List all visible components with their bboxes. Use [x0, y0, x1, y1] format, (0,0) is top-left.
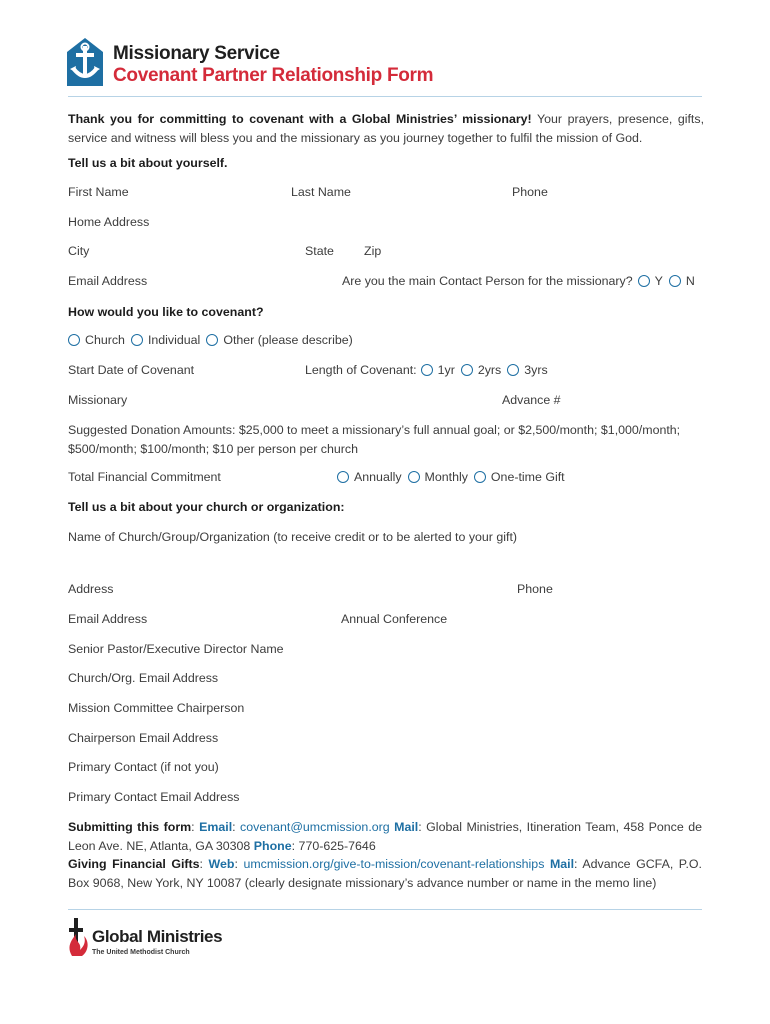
- covenant-email-link[interactable]: covenant@umcmission.org: [240, 820, 390, 834]
- option-label: 1yr: [437, 363, 455, 377]
- option-label: One-time Gift: [490, 470, 565, 484]
- submit-label: Submitting this form: [68, 820, 192, 834]
- header-title-line2: Covenant Partner Relationship Form: [113, 65, 434, 86]
- advance-number-field[interactable]: Advance #: [502, 393, 561, 407]
- senior-pastor-field[interactable]: Senior Pastor/Executive Director Name: [68, 642, 284, 656]
- first-name-field[interactable]: First Name: [68, 185, 129, 199]
- state-field[interactable]: State: [305, 244, 334, 258]
- primary-contact-email-field[interactable]: Primary Contact Email Address: [68, 790, 240, 804]
- radio-circle[interactable]: [461, 364, 473, 376]
- total-commitment-field[interactable]: Total Financial Commitment: [68, 470, 221, 484]
- main-contact-question: [342, 274, 701, 288]
- covenant-other-radio[interactable]: [206, 333, 352, 347]
- frequency-options: [337, 470, 571, 484]
- heading-about-yourself: Tell us a bit about yourself.: [68, 156, 228, 170]
- church-email-field[interactable]: Email Address: [68, 612, 148, 626]
- radio-circle[interactable]: [669, 275, 681, 287]
- radio-circle[interactable]: [206, 334, 218, 346]
- frequency-onetime-radio[interactable]: [474, 470, 565, 484]
- annual-conference-field[interactable]: Annual Conference: [341, 612, 448, 626]
- radio-circle[interactable]: [68, 334, 80, 346]
- cross-and-flame-icon: [68, 916, 90, 958]
- email-label: Email: [199, 820, 233, 834]
- heading-church: Tell us a bit about your church or organization:: [68, 500, 345, 514]
- main-contact-yes-radio[interactable]: [638, 274, 663, 288]
- option-label: Annually: [354, 470, 402, 484]
- frequency-annually-radio[interactable]: [337, 470, 402, 484]
- option-label: Monthly: [424, 470, 468, 484]
- radio-circle[interactable]: [507, 364, 519, 376]
- heading-covenant: How would you like to covenant?: [68, 305, 264, 319]
- suggested-donations: Suggested Donation Amounts: $25,000 to meet a missionary’s full annual goal; or $2,500/month; $1,000/month; $500/month; $100/month; $10 per person per church: [68, 423, 681, 456]
- covenant-church-radio[interactable]: [68, 333, 125, 347]
- submitting-info: Submitting this form: Email: covenant@umcmission.org Mail: Global Ministries, Itineration Team, 458 Ponce de Leon Ave. NE, Atlanta, GA 30308 Phone: 770-625-7646: [68, 820, 702, 853]
- header-divider: [68, 96, 702, 97]
- radio-circle[interactable]: [474, 471, 486, 483]
- city-field[interactable]: City: [68, 244, 90, 258]
- mail2-address: Advance GCFA, P.O. Box 9068, New York, NY 10087 (clearly designate missionary’s advance number or name in the memo line): [68, 857, 702, 890]
- option-label: 3yrs: [524, 363, 548, 377]
- length-1yr-radio[interactable]: [421, 363, 455, 377]
- length-2yrs-radio[interactable]: [461, 363, 501, 377]
- start-date-field[interactable]: Start Date of Covenant: [68, 363, 195, 377]
- mail2-label: Mail: [549, 857, 575, 871]
- web-link[interactable]: umcmission.org/give-to-mission/covenant-relationships: [243, 857, 545, 871]
- intro-rest: Your prayers, presence, gifts, service and witness will bless you and the missionary as you journey together to fulfil the mission of God.: [68, 112, 705, 145]
- missionary-field[interactable]: Missionary: [68, 393, 128, 407]
- footer-divider: [68, 909, 702, 910]
- church-phone-field[interactable]: Phone: [517, 582, 553, 596]
- chairperson-email-field[interactable]: Chairperson Email Address: [68, 731, 219, 745]
- church-name-field[interactable]: Name of Church/Group/Organization (to receive credit or to be alerted to your gift): [68, 530, 518, 544]
- intro-bold: Thank you for committing to covenant with a Global Ministries’ missionary!: [68, 112, 532, 126]
- phone-number: 770-625-7646: [298, 839, 376, 853]
- covenant-individual-radio[interactable]: [131, 333, 200, 347]
- web-label: Web: [208, 857, 235, 871]
- radio-circle[interactable]: [408, 471, 420, 483]
- header-logo-icon: [67, 38, 103, 86]
- email-field[interactable]: Email Address: [68, 274, 148, 288]
- church-address-field[interactable]: Address: [68, 582, 114, 596]
- footer-logo-name: Global Ministries: [92, 927, 223, 946]
- mail-label: Mail: [394, 820, 419, 834]
- radio-circle[interactable]: [638, 275, 650, 287]
- footer-logo-sub: The United Methodist Church: [92, 949, 190, 956]
- home-address-field[interactable]: Home Address: [68, 215, 150, 229]
- radio-circle[interactable]: [421, 364, 433, 376]
- header-title-line1: Missionary Service: [113, 43, 280, 64]
- option-label: Other (please describe): [223, 333, 353, 347]
- option-label: Individual: [147, 333, 201, 347]
- yes-label: Y: [654, 274, 663, 288]
- chairperson-field[interactable]: Mission Committee Chairperson: [68, 701, 245, 715]
- giving-label: Giving Financial Gifts: [68, 857, 200, 871]
- radio-circle[interactable]: [131, 334, 143, 346]
- option-label: Church: [85, 333, 125, 347]
- length-3yrs-radio[interactable]: [507, 363, 547, 377]
- frequency-monthly-radio[interactable]: [408, 470, 468, 484]
- radio-circle[interactable]: [337, 471, 349, 483]
- phone-field[interactable]: Phone: [512, 185, 548, 199]
- zip-field[interactable]: Zip: [364, 244, 382, 258]
- no-label: N: [685, 274, 695, 288]
- main-contact-no-radio[interactable]: [669, 274, 695, 288]
- option-label: 2yrs: [477, 363, 502, 377]
- intro-paragraph: [68, 110, 704, 148]
- last-name-field[interactable]: Last Name: [291, 185, 351, 199]
- church-org-email-field[interactable]: Church/Org. Email Address: [68, 671, 219, 685]
- phone-label: Phone: [253, 839, 292, 853]
- primary-contact-field[interactable]: Primary Contact (if not you): [68, 760, 219, 774]
- mail-address: Global Ministries, Itineration Team, 458 Ponce de Leon Ave. NE, Atlanta, GA 30308: [68, 820, 702, 853]
- main-contact-label: Are you the main Contact Person for the missionary?: [342, 274, 633, 288]
- giving-info: Giving Financial Gifts: Web: umcmission.org/give-to-mission/covenant-relationships Mail: Advance GCFA, P.O. Box 9068, New York, NY 10087 (clearly designate missionary’s advance number or name in the memo line): [68, 857, 702, 890]
- covenant-type-options: [68, 333, 359, 347]
- length-of-covenant: [305, 363, 554, 377]
- length-label: Length of Covenant:: [305, 363, 417, 377]
